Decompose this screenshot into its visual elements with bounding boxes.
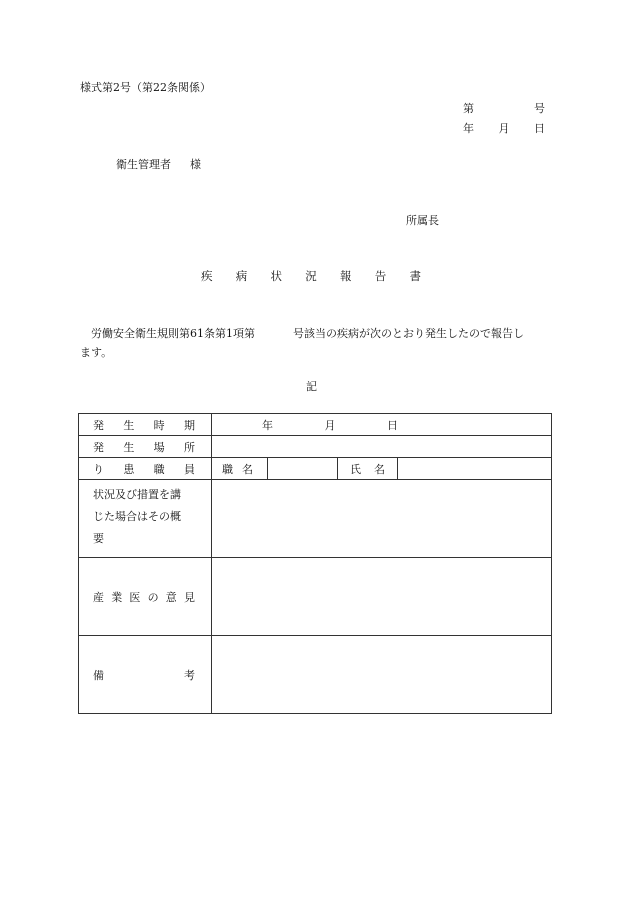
title-char: 況 <box>305 269 317 283</box>
date-month: 月 <box>498 122 510 135</box>
number-suffix: 号 <box>534 102 545 115</box>
label-doctor-opinion: 産 業 医 の 意 見 <box>79 558 212 636</box>
row-doctor-opinion <box>79 558 552 636</box>
occurrence-day: 日 <box>387 418 398 432</box>
occurrence-year: 年 <box>262 418 273 432</box>
title-char: 状 <box>270 269 282 283</box>
label-occurrence-time: 発 生 時 期 <box>79 414 212 436</box>
date-day: 日 <box>534 122 545 135</box>
title-char: 書 <box>409 269 421 283</box>
addressee-name: 衛生管理者 <box>116 158 171 171</box>
row-remarks <box>79 636 552 714</box>
row-occurrence-time <box>79 414 552 436</box>
title-char: 告 <box>374 269 387 283</box>
addressee <box>116 156 201 172</box>
value-doctor-opinion[interactable] <box>212 558 552 636</box>
addressee-honorific: 様 <box>190 158 201 171</box>
occurrence-month: 月 <box>324 418 336 432</box>
name-value[interactable] <box>398 458 551 479</box>
document-number-line <box>463 100 545 116</box>
date-year: 年 <box>463 122 474 135</box>
name-label: 氏 名 <box>338 458 398 479</box>
position-value[interactable] <box>268 458 338 479</box>
affected-staff-details <box>212 458 552 480</box>
label-affected-staff: り 患 職 員 <box>79 458 212 480</box>
value-occurrence-time[interactable] <box>212 414 552 436</box>
position-label: 職 名 <box>212 458 268 479</box>
date-line <box>463 120 545 136</box>
title-char: 報 <box>340 269 352 283</box>
ki-mark: 記 <box>306 380 317 393</box>
body-paragraph <box>80 324 552 362</box>
row-occurrence-place <box>79 436 552 458</box>
number-prefix: 第 <box>463 102 474 115</box>
label-situation: 状況及び措置を講 じた場合はその概 要 <box>79 480 212 558</box>
row-situation <box>79 480 552 558</box>
document-title <box>201 268 421 284</box>
value-remarks[interactable] <box>212 636 552 714</box>
row-affected-staff <box>79 458 552 480</box>
value-occurrence-place[interactable] <box>212 436 552 458</box>
form-number: 様式第2号（第22条関係） <box>80 81 211 94</box>
sender-title: 所属長 <box>406 214 439 227</box>
title-char: 病 <box>235 269 248 283</box>
body-part-2: 号該当の疾病が次のとおり発生したので報告し <box>293 327 524 340</box>
body-part-3: ます。 <box>80 346 113 359</box>
value-situation[interactable] <box>212 480 552 558</box>
report-table <box>78 413 552 714</box>
body-part-1: 労働安全衛生規則第61条第1項第 <box>91 327 255 340</box>
label-occurrence-place: 発 生 場 所 <box>79 436 212 458</box>
title-char: 疾 <box>201 269 213 283</box>
label-remarks: 備 考 <box>79 636 212 714</box>
